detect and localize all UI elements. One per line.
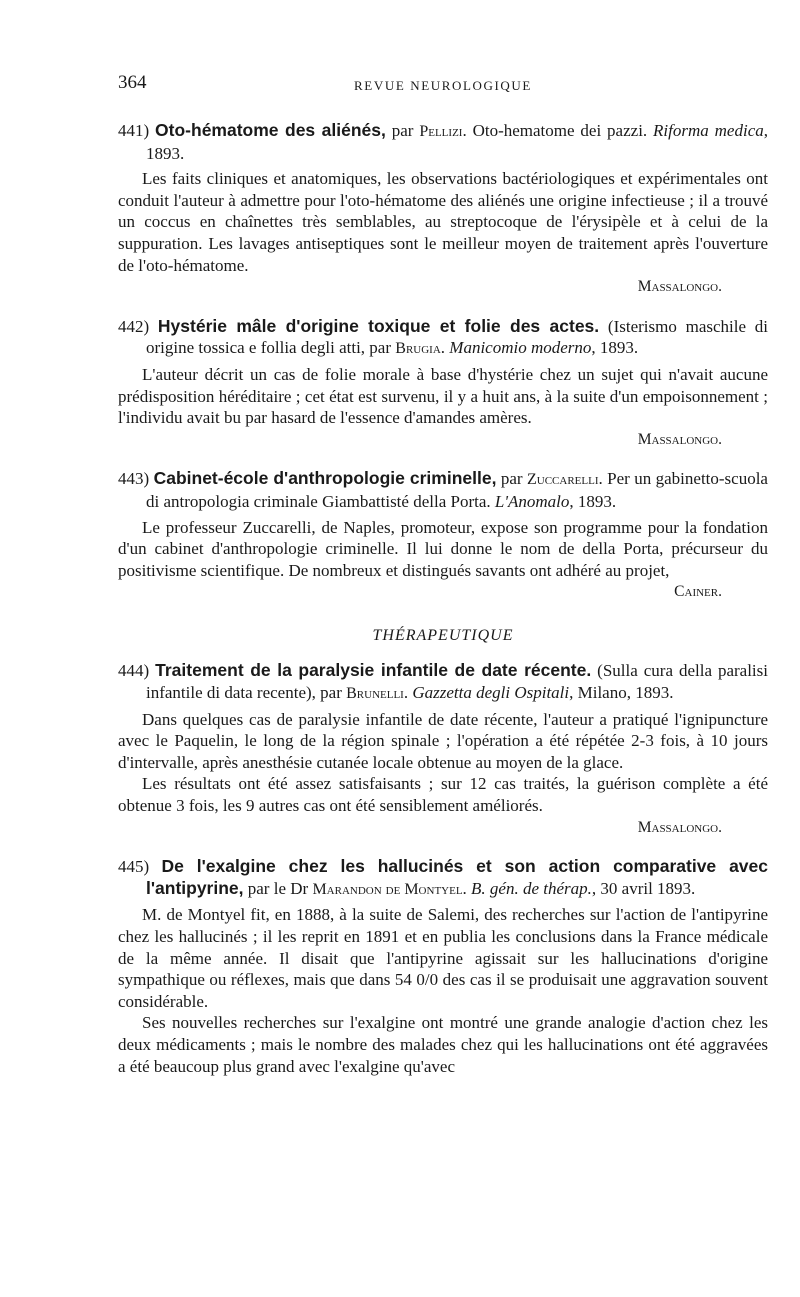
entry-paragraph: Ses nouvelles recherches sur l'exalgine ont montré une grande analogie d'action chez les deux médicaments ; mais le nombre des malades chez qui les hallucinations ont été aggravées a été beaucoup plus grand avec l'exalgine qu'avec [118, 1013, 768, 1076]
entry-title: Cabinet-école d'anthropologie criminelle, [153, 468, 497, 489]
entry-paragraph: Les résultats ont été assez satisfaisants ; sur 12 cas traités, la guérison complète a été obtenue 3 fois, les 9 autres cas ont été sensiblement améliorés. [118, 774, 768, 816]
entries-group-therapeutique [118, 660, 768, 1077]
entry-spacer [118, 838, 768, 856]
entry-author: Marandon de Montyel [312, 880, 463, 898]
entry-paragraph: Le professeur Zuccarelli, de Naples, promoteur, expose son programme pour la fondation d'un cabinet d'anthropologie criminelle. Il lui donne le nom de della Porta, précurseur du positivisme scientifique. De nombreux et distingués savants ont adhéré au projet, [118, 517, 768, 580]
entry-spacer [118, 450, 768, 468]
entry-signature: Massalongo. [637, 818, 722, 836]
entry-journal: B. gén. de thérap. [471, 878, 592, 898]
entry-title: De l'exalgine chez les hallucinés et son action comparative avec l'antipyrine, [146, 856, 768, 898]
entry-signature: Cainer. [674, 583, 722, 601]
entry-text: . [403, 683, 413, 703]
entry-heading [118, 468, 768, 512]
review-entry [118, 468, 768, 603]
entry-text: (Sulla cura della paralisi infantile di data recente), par [146, 661, 768, 703]
entry-heading [118, 316, 768, 360]
entry-text: . [440, 338, 450, 358]
entry-number: 444) [118, 661, 156, 681]
page-header [118, 72, 768, 96]
section-title: THÉRAPEUTIQUE [372, 626, 514, 644]
entry-journal: L'Anomalo [494, 491, 570, 511]
entry-text: (Isterismo maschile di origine tossica e follia degli atti, par [146, 316, 768, 358]
entry-paragraph: L'auteur décrit un cas de folie morale à base d'hystérie chez un sujet qui n'avait aucune prédisposition héréditaire ; cet état est survenu, il y a huit ans, à la suite d'un empoisonnement ; l'individu avait bu par hasard de l'essence d'amandes amères. [118, 364, 768, 428]
entry-heading [118, 120, 768, 164]
review-entry [118, 316, 768, 451]
entry-heading [118, 660, 768, 704]
entry-title: Oto-hématome des aliénés, [155, 120, 386, 140]
entry-author: Pellizi [419, 123, 463, 140]
entry-number: 443) [118, 469, 154, 489]
entry-paragraph: M. de Montyel fit, en 1888, à la suite de Salemi, des recherches sur l'action de l'antipyrine chez les hallucinés ; il les reprit en 1891 et en publia les conclusions dans la France médicale de la même année. Il disait que l'antipyrine agissait sur les hallucinations d'origine sympathique ou réflexes, mais que dans 54 0/0 des cas il se produisait une aggravation souvent considérable. [118, 905, 768, 1011]
entry-journal: Manicomio moderno [449, 338, 592, 358]
entry-paragraph: Les faits cliniques et anatomiques, les observations bactériologiques et expérimentales ont conduit l'auteur à admettre pour l'oto-hématome des aliénés une origine infectieuse ; il a trouvé un coccus en chaînettes très semblables, au streptocoque de l'érysipèle et à celui de la suppuration. Les lavages antiseptiques sont le meilleur moyen de traitement après l'ouverture de l'oto-hématome. [118, 169, 768, 275]
entry-author: Zuccarelli [526, 471, 599, 489]
entry-text: , 1893. [591, 338, 639, 358]
entry-journal: Riforma medica [653, 121, 764, 140]
review-entry [118, 120, 768, 298]
entry-text: , 1893. [146, 121, 768, 163]
entry-title: Traitement de la paralysie infantile de date récente. [155, 660, 592, 681]
entry-text: par [385, 121, 420, 140]
entry-signature: Massalongo. [637, 430, 722, 448]
entry-number: 442) [118, 316, 158, 336]
entry-number: 441) [118, 121, 156, 140]
review-entry [118, 660, 768, 838]
entry-title: Hystérie mâle d'origine toxique et folie des actes. [157, 315, 600, 336]
entry-spacer [118, 298, 768, 316]
entry-author: Brunelli [346, 685, 404, 703]
entry-text: . Oto-hematome dei pazzi. [462, 121, 654, 140]
document-body [118, 120, 768, 1077]
page-number: 364 [118, 72, 147, 93]
running-title: REVUE NEUROLOGIQUE [354, 78, 532, 93]
review-entry [118, 856, 768, 1077]
entry-text: . [462, 878, 472, 898]
entry-text: , 30 avril 1893. [591, 878, 696, 898]
entry-text: , 1893. [569, 491, 617, 511]
entries-group [118, 120, 768, 603]
entry-text: . Per un gabinetto-scuola di antropologia criminale Giambattisté della Porta. [146, 469, 768, 511]
entry-author: Brugia [395, 340, 441, 358]
entry-journal: Gazzetta degli Ospitali [412, 683, 570, 703]
entry-text: par le Dr [243, 878, 313, 898]
entry-signature: Massalongo. [637, 278, 722, 296]
entry-paragraph: Dans quelques cas de paralysie infantile de date récente, l'auteur a pratiqué l'ignipuncture avec le Paquelin, le long de la région spinale ; l'opération a été répétée 2-3 fois, à 10 jours d'intervalle, après anesthésie cutanée locale obtenue au moyen de la glace. [118, 709, 768, 772]
entry-text: par [496, 469, 527, 489]
entry-text: , Milano, 1893. [569, 683, 674, 703]
entry-heading [118, 856, 768, 900]
entry-number: 445) [118, 857, 162, 877]
